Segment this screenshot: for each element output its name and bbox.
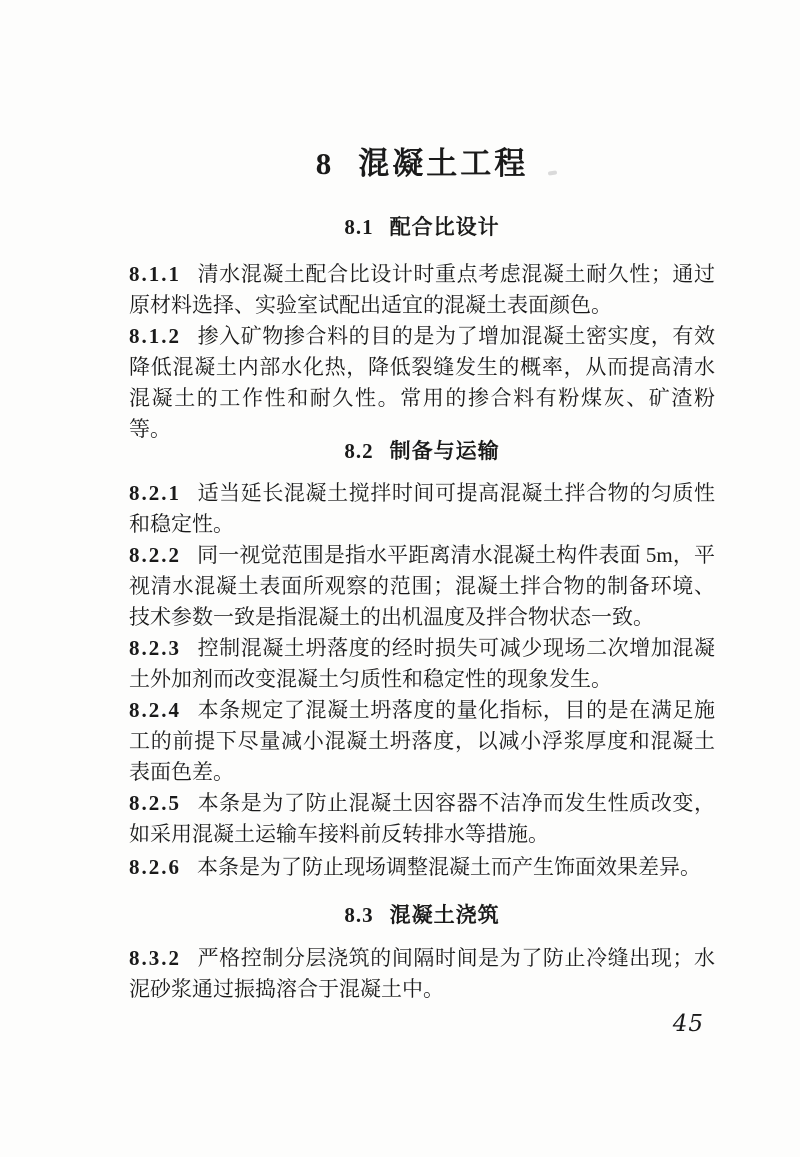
clause-number: 8.3.2 xyxy=(129,946,181,970)
clause-8-2-2 xyxy=(129,540,715,633)
chapter-heading xyxy=(129,144,715,184)
clause-number: 8.1.2 xyxy=(129,324,181,348)
clause-text: 清水混凝土配合比设计时重点考虑混凝土耐久性；通过原材料选择、实验室试配出适宜的混凝土表面颜色。 xyxy=(129,262,715,317)
clause-number: 8.2.6 xyxy=(129,855,181,879)
clause-8-3-2 xyxy=(129,943,715,1005)
clause-text: 控制混凝土坍落度的经时损失可减少现场二次增加混凝土外加剂而改变混凝土匀质性和稳定性的现象发生。 xyxy=(129,636,715,691)
section-heading-8-3 xyxy=(129,900,715,931)
section-number: 8.3 xyxy=(344,903,374,927)
clause-text: 本条规定了混凝土坍落度的量化指标，目的是在满足施工的前提下尽量减小混凝土坍落度，以减小浮浆厚度和混凝土表面色差。 xyxy=(129,698,715,784)
clause-number: 8.2.3 xyxy=(129,636,181,660)
section-heading-8-2 xyxy=(129,436,715,467)
clause-text: 同一视觉范围是指水平距离清水混凝土构件表面 5m，平视清水混凝土表面所观察的范围；混凝土拌合物的制备环境、技术参数一致是指混凝土的出机温度及拌合物状态一致。 xyxy=(129,543,715,629)
section-heading-8-1 xyxy=(129,212,715,243)
clause-text: 本条是为了防止混凝土因容器不洁净而发生性质改变，如采用混凝土运输车接料前反转排水等措施。 xyxy=(129,791,715,846)
chapter-title: 混凝土工程 xyxy=(358,146,529,181)
section-title: 制备与运输 xyxy=(389,439,500,463)
clause-text: 掺入矿物掺合料的目的是为了增加混凝土密实度，有效降低混凝土内部水化热，降低裂缝发生的概率，从而提高清水混凝土的工作性和耐久性。常用的掺合料有粉煤灰、矿渣粉等。 xyxy=(129,324,715,441)
page-number: 45 xyxy=(672,1011,704,1037)
clause-8-1-2 xyxy=(129,321,715,445)
clause-8-2-4 xyxy=(129,695,715,788)
clause-number: 8.2.1 xyxy=(129,481,181,505)
clause-number: 8.2.4 xyxy=(129,698,181,722)
clause-8-2-6 xyxy=(129,852,715,883)
clause-text: 严格控制分层浇筑的间隔时间是为了防止冷缝出现；水泥砂浆通过振捣溶合于混凝土中。 xyxy=(129,946,715,1001)
clause-text: 本条是为了防止现场调整混凝土而产生饰面效果差异。 xyxy=(197,855,701,879)
clause-text: 适当延长混凝土搅拌时间可提高混凝土拌合物的匀质性和稳定性。 xyxy=(129,481,715,536)
clause-8-2-5 xyxy=(129,788,715,850)
clause-8-2-1 xyxy=(129,478,715,540)
clause-number: 8.2.2 xyxy=(129,543,181,567)
clause-8-1-1 xyxy=(129,259,715,321)
clause-number: 8.2.5 xyxy=(129,791,181,815)
chapter-number: 8 xyxy=(315,146,333,181)
section-title: 配合比设计 xyxy=(389,215,500,239)
clause-number: 8.1.1 xyxy=(129,262,181,286)
section-title: 混凝土浇筑 xyxy=(389,903,500,927)
clause-8-2-3 xyxy=(129,633,715,695)
section-number: 8.1 xyxy=(344,215,374,239)
section-number: 8.2 xyxy=(344,439,374,463)
